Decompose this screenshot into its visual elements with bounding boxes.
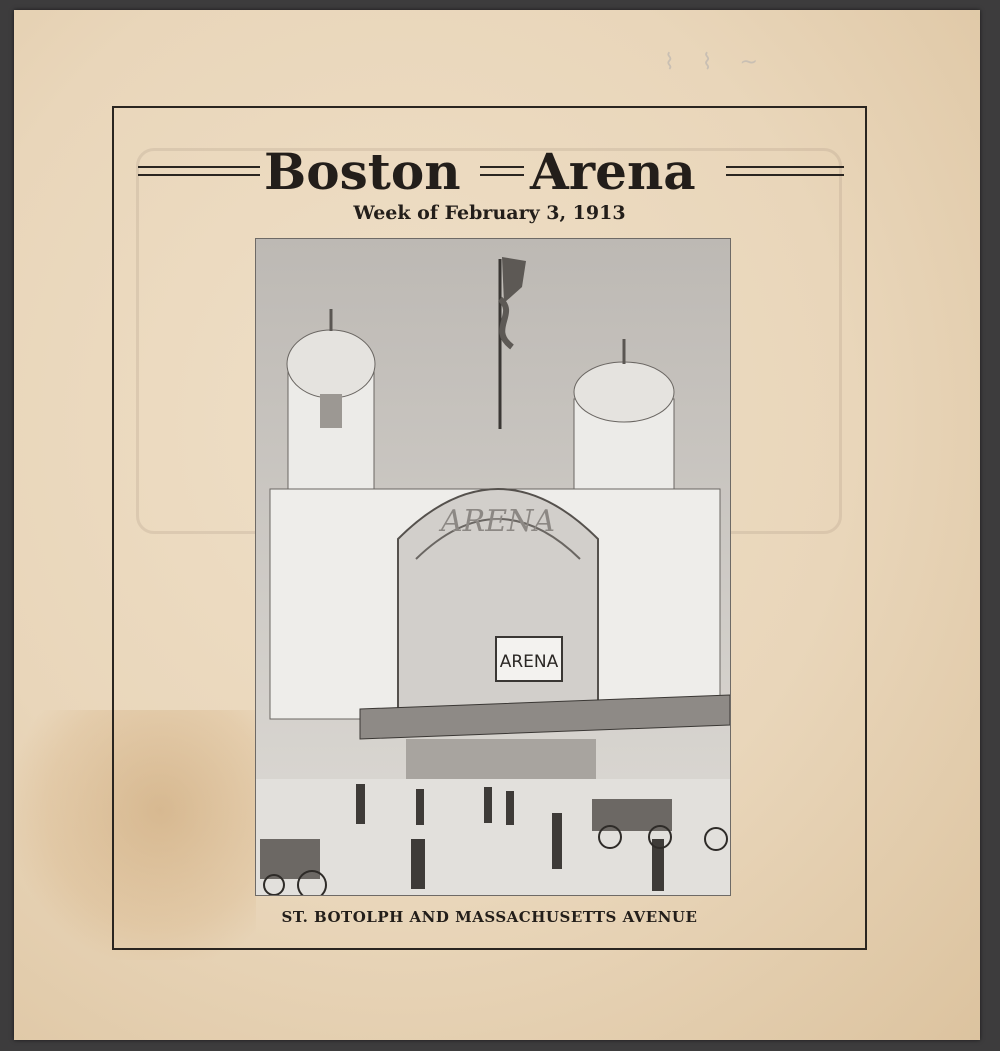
title-rule-middle	[480, 166, 524, 176]
facade-lettering: ARENA	[440, 504, 556, 539]
pencil-marks: ⌇ ⌇ ~	[664, 50, 768, 75]
date-subtitle: Week of February 3, 1913	[353, 202, 626, 224]
arena-drawing	[256, 239, 730, 895]
program-page	[14, 10, 980, 1040]
title-word-boston: Boston	[264, 142, 461, 201]
cover-frame	[112, 106, 867, 950]
title-rule-right	[726, 166, 844, 176]
arena-illustration	[255, 238, 731, 896]
arena-sign-text: ARENA	[499, 652, 559, 672]
address-caption: ST. BOTOLPH AND MASSACHUSETTS AVENUE	[281, 908, 698, 926]
title-word-arena: Arena	[530, 142, 696, 201]
title-row	[114, 128, 865, 201]
title-rule-left	[138, 166, 260, 176]
